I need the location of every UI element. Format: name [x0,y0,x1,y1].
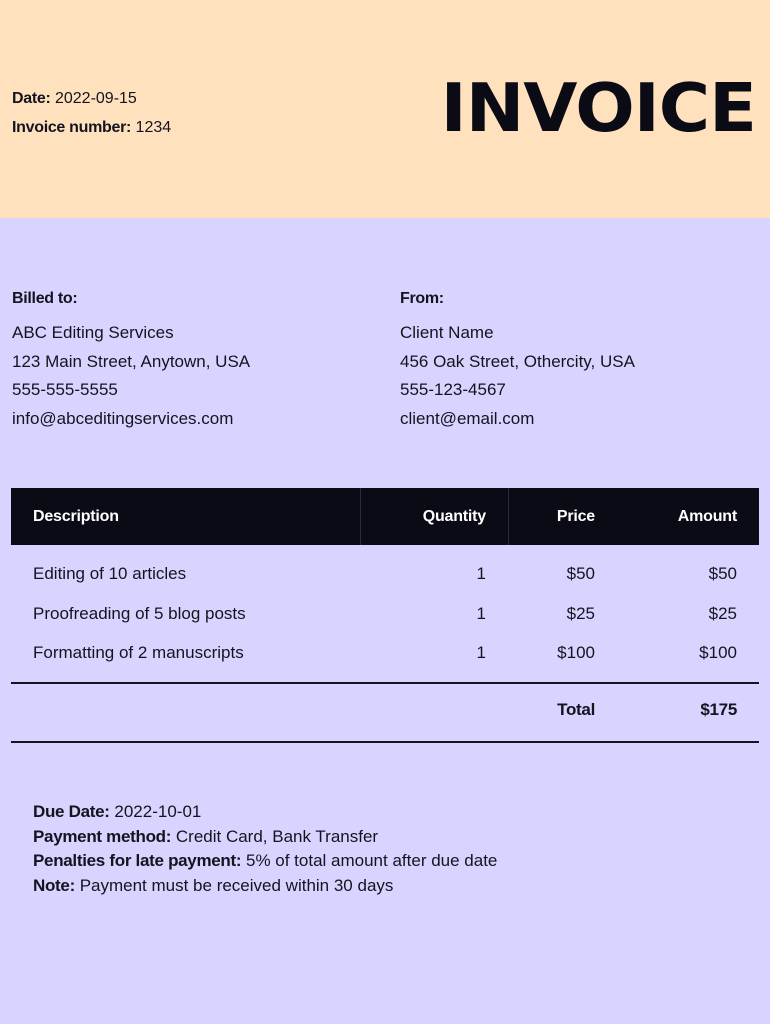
from-phone: 555-123-4567 [400,380,506,399]
row-quantity: 1 [476,643,486,662]
row-price: $25 [566,603,595,623]
invoice-number-value: 1234 [135,119,172,136]
invoice-date-line [12,84,171,113]
row-price: $50 [566,564,595,583]
due-date-value: 2022-10-01 [114,802,202,821]
due-date-line [33,800,497,825]
penalties-line [33,849,497,874]
items-table-body [11,560,759,679]
column-header-description: Description [33,508,119,525]
invoice-meta [12,84,171,142]
penalties-label: Penalties for late payment: [33,851,242,870]
row-description: Formatting of 2 manuscripts [33,643,244,662]
row-amount: $100 [699,643,737,662]
table-row [11,600,759,640]
row-quantity: 1 [476,564,486,583]
payment-notes [33,800,497,898]
from-block [400,288,635,433]
total-top-rule [11,682,759,684]
invoice-date-label: Date: [12,90,51,107]
total-bottom-rule [11,741,759,743]
row-amount: $25 [708,603,737,623]
column-divider [360,488,361,545]
from-address: 456 Oak Street, Othercity, USA [400,351,635,371]
billed-to-address: 123 Main Street, Anytown, USA [12,351,251,371]
table-row [11,560,759,600]
items-table-header [11,488,759,545]
row-price: $100 [557,643,595,662]
payment-method-value: Credit Card, Bank Transfer [175,826,379,846]
column-header-amount: Amount [677,508,737,525]
total-label: Total [557,700,595,719]
row-description: Proofreading of 5 blog posts [33,603,246,623]
billed-to-heading: Billed to: [12,290,78,307]
column-header-quantity: Quantity [422,508,486,525]
row-description: Editing of 10 articles [33,564,187,583]
note-line [33,874,497,899]
payment-method-label: Payment method: [33,826,172,846]
invoice-date-value: 2022-09-15 [54,90,137,107]
billed-to-name: ABC Editing Services [12,323,174,342]
row-quantity: 1 [476,603,486,623]
payment-method-line [33,825,497,850]
column-header-price: Price [556,508,595,525]
from-heading: From: [400,290,444,307]
billed-to-block [12,288,250,433]
invoice-number-line [12,113,171,142]
due-date-label: Due Date: [33,802,110,821]
table-row [11,639,759,679]
billed-to-phone: 555-555-5555 [12,380,118,399]
invoice-number-label: Invoice number: [12,119,132,136]
column-divider [508,488,509,545]
from-email: client@email.com [400,408,535,428]
from-name: Client Name [400,323,494,342]
note-value: Payment must be received within 30 days [79,875,394,895]
penalties-value: 5% of total amount after due date [245,851,498,870]
billed-to-email: info@abceditingservices.com [12,408,234,428]
total-value: $175 [700,700,737,719]
invoice-title: INVOICE [440,69,756,147]
note-label: Note: [33,875,75,895]
row-amount: $50 [708,564,737,583]
